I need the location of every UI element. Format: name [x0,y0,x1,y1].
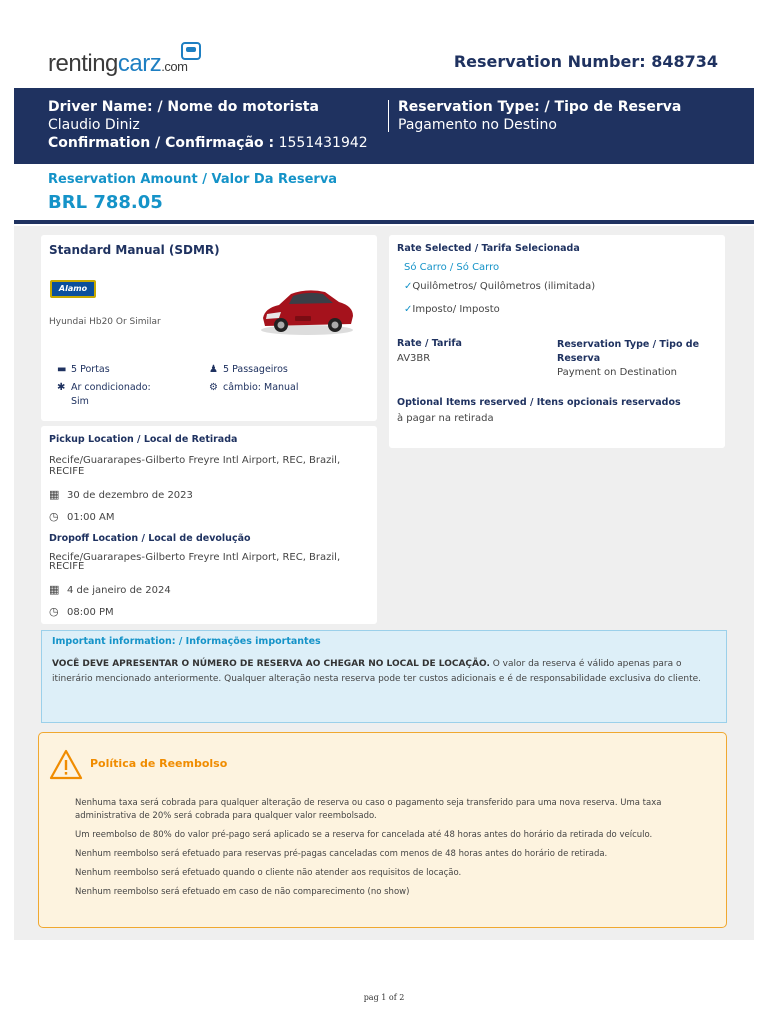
driver-name-label: Driver Name: / Nome do motorista [48,99,319,115]
rate-label: Rate / Tarifa [397,338,462,349]
transmission-text: câmbio: Manual [223,382,299,393]
person-icon: ♟ [209,364,218,375]
pickup-time: 01:00 AM [67,512,115,523]
doors-text: 5 Portas [71,364,110,375]
pickup-address: Recife/Guararapes-Gilberto Freyre Intl Airport, REC, Brazil, RECIFE [49,455,341,477]
rate-card [389,235,725,448]
dropoff-time-line [49,605,114,618]
ac-feature [57,381,197,409]
checkmark-icon: ✓ [404,281,413,292]
reservation-type-label: Reservation Type: / Tipo de Reserva [398,99,682,115]
driver-name-value: Claudio Diniz [48,117,140,133]
dropoff-address: Recife/Guararapes-Gilberto Freyre Intl Airport, REC, Brazil, RECIFE [49,552,341,572]
logo-text-renting: renting [48,50,118,77]
reservation-number: Reservation Number: 848734 [453,52,718,71]
passengers-feature [209,363,288,377]
confirmation-label: Confirmation / Confirmação : [48,135,275,151]
refund-policy-title: Política de Reembolso [90,757,228,770]
air-conditioning-icon: ✱ [57,382,66,393]
reservation-amount-label: Reservation Amount / Valor Da Reserva [48,172,338,187]
inclusion-mileage-text: Quilômetros/ Quilômetros (ilimitada) [412,281,596,292]
confirmation-value: 1551431942 [278,135,368,151]
rate-reservation-type-label: Reservation Type / Tipo de Reserva [557,339,700,364]
rate-selected-label: Rate Selected / Tarifa Selecionada [397,243,580,254]
warning-icon [49,749,83,781]
clock-icon: ◷ [49,605,59,618]
inclusion-mileage [404,281,595,292]
car-model: Hyundai Hb20 Or Similar [49,317,161,327]
refund-policy-box [38,732,727,928]
rentingcarz-logo [48,42,218,82]
pickup-label: Pickup Location / Local de Retirada [49,434,238,445]
inclusion-tax [404,304,500,315]
rate-value: AV3BR [397,353,431,364]
car-image [257,280,357,338]
calendar-icon: ▦ [49,583,60,596]
inclusion-tax-text: Imposto/ Imposto [412,304,500,315]
important-info-body: O valor da reserva é válido apenas para o itinerário mencionado anteriormente. Qualquer alteração nesta reserva pode ter custos adicionais e é de responsabilidade exclusiva do cliente. [52,659,702,684]
optional-items-label: Optional Items reserved / Itens opcionais reservados [397,397,681,408]
reservation-type-value: Pagamento no Destino [398,117,557,133]
important-info-title: Important information: / Informações importantes [52,636,321,647]
refund-policy-item: Nenhum reembolso será efetuado quando o cliente não atender aos requisitos de locação. [75,868,462,878]
important-info-box [41,630,727,723]
dropoff-date: 4 de janeiro de 2024 [67,585,171,596]
transmission-feature [209,381,299,395]
gearshift-icon: ⚙ [209,382,218,393]
dropoff-time: 08:00 PM [67,607,114,618]
calendar-icon: ▦ [49,488,60,501]
pickup-date: 30 de dezembro de 2023 [67,490,193,501]
alamo-logo: Alamo [50,280,96,298]
driver-info-bar [14,88,754,164]
passengers-text: 5 Passageiros [223,364,288,375]
important-info-bold: VOCÊ DEVE APRESENTAR O NÚMERO DE RESERVA AO CHEGAR NO LOCAL DE LOCAÇÃO. [52,659,490,669]
logo-text-carz: carz [117,50,162,77]
car-card [41,235,377,421]
ac-text: Ar condicionado: Sim [71,382,151,407]
car-door-icon: ▬ [57,364,67,375]
refund-policy-item: Nenhuma taxa será cobrada para qualquer alteração de reserva ou caso o pagamento seja transferido para uma nova reserva. Uma taxa administrativa de 20% será cobrada para qualquer valor reembolsado. [75,798,662,821]
checkmark-icon: ✓ [404,304,413,315]
logo-text-com: .com [161,59,188,74]
reservation-amount-value: BRL 788.05 [48,192,163,213]
rate-reservation-type-value: Payment on Destination [557,367,677,378]
refund-policy-list [75,797,723,905]
refund-policy-item: Nenhum reembolso será efetuado em caso de não comparecimento (no show) [75,887,410,897]
car-class-title: Standard Manual (SDMR) [49,243,220,257]
dropoff-label: Dropoff Location / Local de devolução [49,533,251,544]
reservation-type-column [398,98,681,134]
pickup-time-line [49,510,114,523]
dropoff-date-line [49,583,171,596]
section-separator [14,220,754,224]
page-number: pag 1 of 2 [363,993,405,1002]
locations-card [41,426,377,624]
important-info-text [52,657,716,687]
confirmation-line [48,134,368,152]
driver-column [48,98,368,152]
clock-icon: ◷ [49,510,59,523]
refund-policy-item: Um reembolso de 80% do valor pré-pago será aplicado se a reserva for cancelada até 48 horas antes do horário da retirada do veículo. [75,830,653,840]
pickup-date-line [49,488,193,501]
refund-policy-item: Nenhum reembolso será efetuado para reservas pré-pagas canceladas com menos de 48 horas antes do horário de retirada. [75,849,608,859]
optional-items-value: à pagar na retirada [397,413,494,424]
header-divider [388,100,389,132]
rate-selected-value: Só Carro / Só Carro [404,262,500,273]
doors-feature [57,363,110,377]
